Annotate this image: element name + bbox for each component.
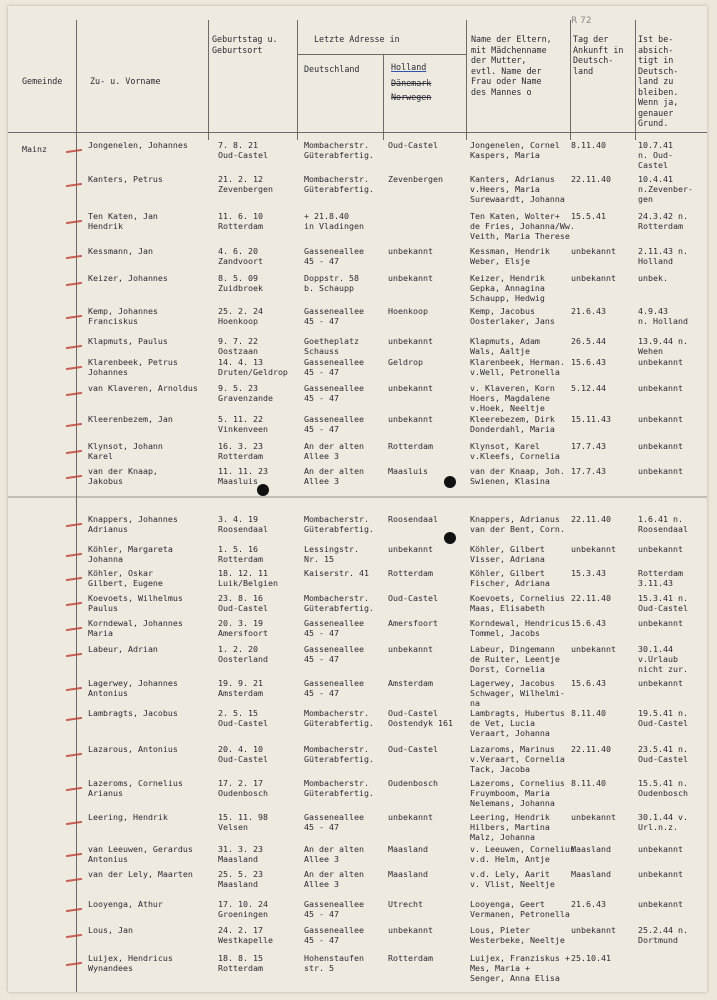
row-eltern: Leering, Hendrik Hilbers, Martina Malz, Johanna — [470, 812, 550, 842]
row-eltern: Korndewal, Hendricus Tommel, Jacobs — [470, 618, 570, 638]
row-name: Lagerwey, Johannes Antonius — [88, 678, 178, 698]
row-de: An der alten Allee 3 — [304, 441, 364, 461]
row-geb: 3. 4. 19 Roosendaal — [218, 514, 268, 534]
row-name: Lazeroms, Cornelius Arianus — [88, 778, 183, 798]
row-name: Keizer, Johannes — [88, 273, 168, 283]
check-mark — [66, 423, 82, 427]
row-geb: 31. 3. 23 Maasland — [218, 844, 263, 864]
check-mark — [66, 392, 82, 396]
row-name: Kleerenbezem, Jan — [88, 414, 173, 424]
row-eltern: Kessman, Hendrik Weber, Elsje — [470, 246, 550, 266]
row-nl: Zevenbergen — [388, 174, 443, 184]
gemeinde-value: Mainz — [22, 144, 47, 154]
row-nl: Oud-Castel Oostendyk 161 — [388, 708, 453, 728]
column-divider — [570, 20, 571, 140]
row-ank: 5.12.44 — [571, 383, 606, 393]
row-de: Mombacherstr. Güterabfertig. — [304, 593, 374, 613]
row-ank: 25.10.41 — [571, 953, 611, 963]
row-geb: 1. 2. 20 Oosterland — [218, 644, 268, 664]
row-eltern: Lous, Pieter Westerbeke, Neeltje — [470, 925, 565, 945]
check-mark — [66, 717, 82, 721]
row-eltern: Knappers, Adrianus van der Bent, Corn. — [470, 514, 565, 534]
row-de: Mombacherstr. Güterabfertig. — [304, 514, 374, 534]
row-geb: 5. 11. 22 Vinkenveen — [218, 414, 268, 434]
row-name: Lambragts, Jacobus — [88, 708, 178, 718]
check-mark — [66, 878, 82, 882]
row-ank: Maasland — [571, 869, 611, 879]
row-geb: 16. 3. 23 Rotterdam — [218, 441, 263, 461]
row-de: Gasseneallee 45 - 47 — [304, 618, 364, 638]
row-name: Luijex, Hendricus Wynandees — [88, 953, 173, 973]
row-geb: 20. 4. 10 Oud-Castel — [218, 744, 268, 764]
address-subheader-line — [297, 54, 466, 55]
header-adresse: Letzte Adresse in — [314, 34, 400, 44]
column-divider — [383, 54, 384, 140]
row-bl: unbekannt — [638, 844, 683, 854]
row-ank: 21.6.43 — [571, 899, 606, 909]
row-geb: 17. 10. 24 Groeningen — [218, 899, 268, 919]
row-eltern: Lazeroms, Cornelius Fruymboom, Maria Nelemans, Johanna — [470, 778, 565, 808]
row-name: Leering, Hendrik — [88, 812, 168, 822]
column-divider — [208, 20, 209, 140]
row-bl: 4.9.43 n. Holland — [638, 306, 688, 326]
row-ank: 8.11.40 — [571, 140, 606, 150]
row-de: Mombacherstr. Güterabfertig. — [304, 778, 374, 798]
row-nl: unbekannt — [388, 544, 433, 554]
row-de: Kaiserstr. 41 — [304, 568, 369, 578]
column-divider — [76, 20, 77, 992]
row-ank: 8.11.40 — [571, 778, 606, 788]
row-bl: 23.5.41 n. Oud-Castel — [638, 744, 688, 764]
row-bl: unbekannt — [638, 441, 683, 451]
row-name: Ten Katen, Jan Hendrik — [88, 211, 158, 231]
row-geb: 4. 6. 20 Zandvoort — [218, 246, 263, 266]
row-nl: unbekannt — [388, 644, 433, 654]
row-bl: unbekannt — [638, 544, 683, 554]
row-bl: 2.11.43 n. Holland — [638, 246, 688, 266]
row-nl: Maasluis — [388, 466, 428, 476]
row-name: Köhler, Margareta Johanna — [88, 544, 173, 564]
row-name: Kessmann, Jan — [88, 246, 153, 256]
row-ank: unbekannt — [571, 544, 616, 554]
row-name: Kemp, Johannes Franciskus — [88, 306, 158, 326]
row-eltern: Köhler, Gilbert Visser, Adriana — [470, 544, 545, 564]
row-geb: 19. 9. 21 Amsterdam — [218, 678, 263, 698]
row-nl: Rotterdam — [388, 441, 433, 451]
row-name: Korndewal, Johannes Maria — [88, 618, 183, 638]
row-geb: 23. 8. 16 Oud-Castel — [218, 593, 268, 613]
row-name: Klarenbeek, Petrus Johannes — [88, 357, 178, 377]
row-eltern: Köhler, Gilbert Fischer, Adriana — [470, 568, 550, 588]
row-name: van der Knaap, Jakobus — [88, 466, 158, 486]
row-ank: 17.7.43 — [571, 441, 606, 451]
row-name: Looyenga, Athur — [88, 899, 163, 909]
row-eltern: Looyenga, Geert Vermanen, Petronella — [470, 899, 570, 919]
row-de: Gasseneallee 45 - 47 — [304, 925, 364, 945]
row-bl: 30.1.44 v. Url.n.z. — [638, 812, 688, 832]
row-geb: 8. 5. 09 Zuidbroek — [218, 273, 263, 293]
check-mark — [66, 821, 82, 825]
row-nl: Oud-Castel — [388, 140, 438, 150]
row-geb: 11. 11. 23 Maasluis — [218, 466, 268, 486]
row-geb: 9. 7. 22 Oostzaan — [218, 336, 258, 356]
row-nl: unbekannt — [388, 925, 433, 935]
row-nl: Geldrop — [388, 357, 423, 367]
row-geb: 18. 8. 15 Rotterdam — [218, 953, 263, 973]
check-mark — [66, 962, 82, 966]
check-mark — [66, 602, 82, 606]
row-bl: unbekannt — [638, 466, 683, 476]
row-geb: 2. 5. 15 Oud-Castel — [218, 708, 268, 728]
row-bl: unbekannt — [638, 383, 683, 393]
row-bl: 15.3.41 n. Oud-Castel — [638, 593, 688, 613]
row-de: Hohenstaufen str. 5 — [304, 953, 364, 973]
row-nl: Amsterdam — [388, 678, 433, 688]
row-geb: 25. 5. 23 Maasland — [218, 869, 263, 889]
row-nl: Oud-Castel — [388, 744, 438, 754]
check-mark — [66, 475, 82, 479]
archive-annotation: R 72 — [571, 16, 592, 26]
check-mark — [66, 282, 82, 286]
row-de: Gasseneallee 45 - 47 — [304, 357, 364, 377]
row-bl: 13.9.44 n. Wehen — [638, 336, 688, 356]
row-bl: 19.5.41 n. Oud-Castel — [638, 708, 688, 728]
row-de: Gasseneallee 45 - 47 — [304, 678, 364, 698]
row-eltern: Jongenelen, Cornel Kaspers, Maria — [470, 140, 560, 160]
row-de: An der alten Allee 3 — [304, 844, 364, 864]
row-nl: unbekannt — [388, 273, 433, 283]
row-geb: 20. 3. 19 Amersfoort — [218, 618, 268, 638]
row-eltern: Keizer, Hendrik Gepka, Annagina Schaupp, Hedwig — [470, 273, 545, 303]
row-eltern: Lazaroms, Marinus v.Veraart, Cornelia Tack, Jacoba — [470, 744, 565, 774]
column-divider — [466, 20, 467, 140]
row-de: Gasseneallee 45 - 47 — [304, 414, 364, 434]
row-bl: unbek. — [638, 273, 668, 283]
row-bl: unbekannt — [638, 899, 683, 909]
row-de: Gasseneallee 45 - 47 — [304, 383, 364, 403]
check-mark — [66, 345, 82, 349]
check-mark — [66, 149, 82, 153]
header-geburt: Geburtstag u. Geburtsort — [212, 34, 278, 55]
row-geb: 24. 2. 17 Westkapelle — [218, 925, 273, 945]
row-geb: 11. 6. 10 Rotterdam — [218, 211, 263, 231]
row-bl: 25.2.44 n. Dortmund — [638, 925, 688, 945]
row-name: Labeur, Adrian — [88, 644, 158, 654]
row-eltern: Koevoets, Cornelius Maas, Elisabeth — [470, 593, 565, 613]
row-nl: Oudenbosch — [388, 778, 438, 788]
check-mark — [66, 366, 82, 370]
row-eltern: v.d. Lely, Aarit v. Vlist, Neeltje — [470, 869, 555, 889]
check-mark — [66, 687, 82, 691]
row-nl: Maasland — [388, 844, 428, 854]
row-nl: Hoenkoop — [388, 306, 428, 316]
row-eltern: Klapmuts, Adam Wals, Aaltje — [470, 336, 540, 356]
row-bl: 15.5.41 n. Oudenbosch — [638, 778, 688, 798]
row-de: + 21.8.40 in Vladingen — [304, 211, 364, 231]
row-ank: 8.11.40 — [571, 708, 606, 718]
row-nl: Maasland — [388, 869, 428, 879]
check-mark — [66, 627, 82, 631]
row-eltern: van der Knaap, Joh. Swienen, Klasina — [470, 466, 565, 486]
row-geb: 17. 2. 17 Oudenbosch — [218, 778, 268, 798]
row-bl: Rotterdam 3.11.43 — [638, 568, 683, 588]
row-eltern: v. Klaveren, Korn Hoers, Magdalene v.Hoek, Neeltje — [470, 383, 555, 413]
row-ank: 26.5.44 — [571, 336, 606, 346]
row-eltern: Kemp, Jacobus Oosterlaker, Jans — [470, 306, 555, 326]
header-bottom-line — [8, 132, 707, 133]
row-de: Gasseneallee 45 - 47 — [304, 246, 364, 266]
row-eltern: Kanters, Adrianus v.Heers, Maria Surewaardt, Johanna — [470, 174, 565, 204]
header-deutschland: Deutschland — [304, 64, 360, 74]
check-mark — [66, 908, 82, 912]
row-nl: unbekannt — [388, 336, 433, 346]
row-bl: unbekannt — [638, 678, 683, 688]
row-nl: Utrecht — [388, 899, 423, 909]
row-name: van Leeuwen, Gerardus Antonius — [88, 844, 193, 864]
row-eltern: Labeur, Dingemann de Ruiter, Leentje Dorst, Cornelia — [470, 644, 560, 674]
row-bl: 10.4.41 n.Zevenber- gen — [638, 174, 693, 204]
row-de: Mombacherstr. Güterabfertig. — [304, 174, 374, 194]
row-ank: Maasland — [571, 844, 611, 854]
row-ank: unbekannt — [571, 273, 616, 283]
row-ank: unbekannt — [571, 925, 616, 935]
check-mark — [66, 255, 82, 259]
row-de: Goetheplatz Schauss — [304, 336, 359, 356]
page-fold — [8, 496, 707, 498]
row-de: Gasseneallee 45 - 47 — [304, 899, 364, 919]
row-ank: 21.6.43 — [571, 306, 606, 316]
row-name: Klynsot, Johann Karel — [88, 441, 163, 461]
row-geb: 7. 8. 21 Oud-Castel — [218, 140, 268, 160]
row-bl: 10.7.41 n. Oud- Castel — [638, 140, 673, 170]
row-de: Mombacherstr. Güterabfertig. — [304, 140, 374, 160]
check-mark — [66, 315, 82, 319]
punch-hole — [444, 532, 456, 544]
check-mark — [66, 183, 82, 187]
row-eltern: Klynsot, Karel v.Kleefs, Cornelia — [470, 441, 560, 461]
row-bl: 1.6.41 n. Roosendaal — [638, 514, 688, 534]
header-norwegen: Norwegen — [391, 92, 432, 102]
check-mark — [66, 523, 82, 527]
row-eltern: v. Leeuwen, Cornelius v.d. Helm, Antje — [470, 844, 575, 864]
check-mark — [66, 934, 82, 938]
check-mark — [66, 787, 82, 791]
row-eltern: Lagerwey, Jacobus Schwager, Wilhelmi- na — [470, 678, 565, 708]
row-de: An der alten Allee 3 — [304, 869, 364, 889]
row-name: Kanters, Petrus — [88, 174, 163, 184]
row-ank: 15.11.43 — [571, 414, 611, 424]
row-de: Mombacherstr. Güterabfertig. — [304, 708, 374, 728]
row-nl: Rotterdam — [388, 953, 433, 963]
check-mark — [66, 853, 82, 857]
row-ank: unbekannt — [571, 644, 616, 654]
row-geb: 21. 2. 12 Zevenbergen — [218, 174, 273, 194]
row-nl: unbekannt — [388, 383, 433, 393]
column-divider — [635, 20, 636, 140]
row-ank: 22.11.40 — [571, 744, 611, 754]
row-eltern: Ten Katen, Wolter+ de Fries, Johanna/Ww. Veith, Maria Therese — [470, 211, 575, 241]
row-ank: 15.5.41 — [571, 211, 606, 221]
row-ank: 15.6.43 — [571, 618, 606, 628]
row-nl: Roosendaal — [388, 514, 438, 524]
row-nl: Oud-Castel — [388, 593, 438, 603]
row-name: Lazarous, Antonius — [88, 744, 178, 754]
row-geb: 1. 5. 16 Rotterdam — [218, 544, 263, 564]
check-mark — [66, 577, 82, 581]
row-ank: 17.7.43 — [571, 466, 606, 476]
header-bleiben: Ist be- absich- tigt in Deutsch- land zu bleiben. Wenn ja, genauer Grund. — [638, 34, 679, 128]
row-geb: 14. 4. 13 Druten/Geldrop — [218, 357, 288, 377]
check-mark — [66, 653, 82, 657]
row-geb: 18. 12. 11 Luik/Belgien — [218, 568, 278, 588]
row-name: van Klaveren, Arnoldus — [88, 383, 198, 393]
row-ank: 22.11.40 — [571, 174, 611, 184]
row-de: Lessingstr. Nr. 15 — [304, 544, 359, 564]
row-nl: Rotterdam — [388, 568, 433, 578]
row-name: Knappers, Johannes Adrianus — [88, 514, 178, 534]
check-mark — [66, 220, 82, 224]
row-name: Klapmuts, Paulus — [88, 336, 168, 346]
row-eltern: Klarenbeek, Herman. v.Well, Petronella — [470, 357, 565, 377]
row-de: Mombacherstr. Güterabfertig. — [304, 744, 374, 764]
row-bl: unbekannt — [638, 869, 683, 879]
row-ank: unbekannt — [571, 812, 616, 822]
row-nl: unbekannt — [388, 246, 433, 256]
row-de: Gasseneallee 45 - 47 — [304, 644, 364, 664]
row-ank: 22.11.40 — [571, 593, 611, 603]
row-geb: 15. 11. 98 Velsen — [218, 812, 268, 832]
row-bl: unbekannt — [638, 618, 683, 628]
header-eltern: Name der Eltern, mit Mädchenname der Mutter, evtl. Name der Frau oder Name des Mannes o — [471, 34, 552, 97]
column-divider — [297, 20, 298, 140]
header-name: Zu- u. Vorname — [90, 76, 161, 86]
row-de: An der alten Allee 3 — [304, 466, 364, 486]
row-geb: 9. 5. 23 Gravenzande — [218, 383, 273, 403]
row-name: Koevoets, Wilhelmus Paulus — [88, 593, 183, 613]
punch-hole — [444, 476, 456, 488]
row-ank: 15.6.43 — [571, 678, 606, 688]
row-de: Gasseneallee 45 - 47 — [304, 812, 364, 832]
row-de: Doppstr. 58 b. Schaupp — [304, 273, 359, 293]
row-nl: unbekannt — [388, 812, 433, 822]
row-bl: 24.3.42 n. Rotterdam — [638, 211, 688, 231]
check-mark — [66, 553, 82, 557]
row-nl: Amersfoort — [388, 618, 438, 628]
header-holland: Holland — [391, 62, 427, 72]
row-ank: unbekannt — [571, 246, 616, 256]
row-name: Köhler, Oskar Gilbert, Eugene — [88, 568, 163, 588]
row-eltern: Kleerebezem, Dirk Donderdahl, Maria — [470, 414, 555, 434]
check-mark — [66, 450, 82, 454]
row-name: Lous, Jan — [88, 925, 133, 935]
row-eltern: Luijex, Franziskus + Mes, Maria + Senger, Anna Elisa — [470, 953, 570, 983]
row-bl: unbekannt — [638, 414, 683, 424]
row-eltern: Lambragts, Hubertus de Vet, Lucia Veraart, Johanna — [470, 708, 565, 738]
row-bl: unbekannt — [638, 357, 683, 367]
row-name: Jongenelen, Johannes — [88, 140, 188, 150]
header-gemeinde: Gemeinde — [22, 76, 63, 86]
row-ank: 22.11.40 — [571, 514, 611, 524]
header-daenemark: Dänemark — [391, 78, 432, 88]
row-bl: 30.1.44 v.Urlaub nicht zur. — [638, 644, 688, 674]
row-ank: 15.3.43 — [571, 568, 606, 578]
row-geb: 25. 2. 24 Hoenkoop — [218, 306, 263, 326]
header-ankunft: Tag der Ankunft in Deutsch- land — [573, 34, 624, 76]
check-mark — [66, 753, 82, 757]
document-page — [8, 6, 707, 992]
row-name: van der Lely, Maarten — [88, 869, 193, 879]
row-ank: 15.6.43 — [571, 357, 606, 367]
row-de: Gasseneallee 45 - 47 — [304, 306, 364, 326]
row-nl: unbekannt — [388, 414, 433, 424]
